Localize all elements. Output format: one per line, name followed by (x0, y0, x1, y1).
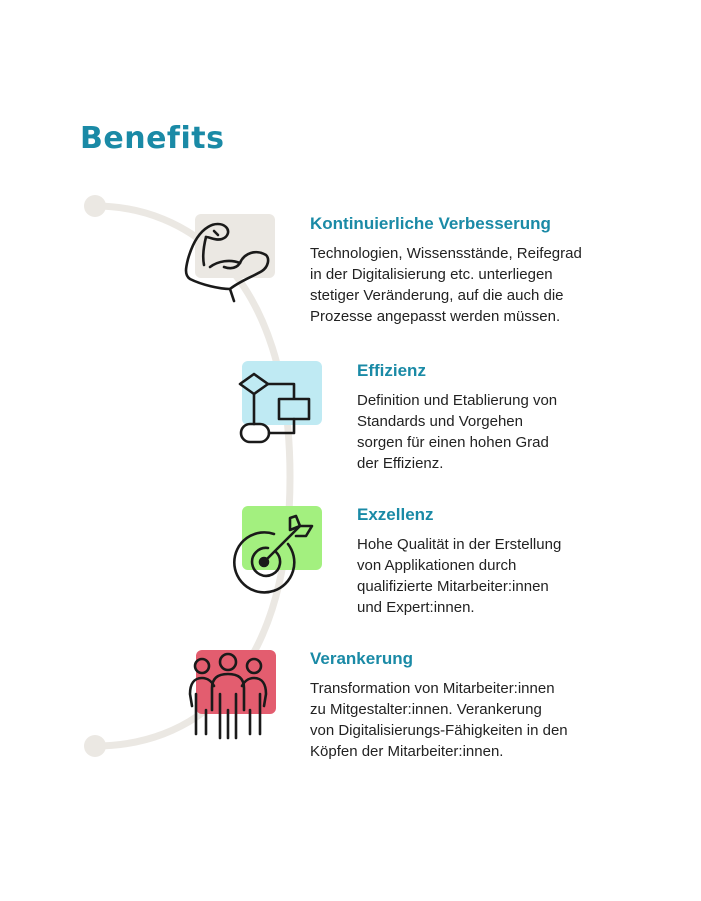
timeline-start-dot (84, 195, 106, 217)
benefit-verbesserung-description: Technologien, Wissensstände, Reifegrad in der Digitalisierung etc. unterliegen stetiger Veränderung, auf die auch die Prozesse angepasst werden müssen. (310, 244, 582, 325)
benefit-verbesserung (310, 215, 610, 327)
benefit-verankerung-title: Verankerung (310, 649, 413, 668)
flowchart-icon (232, 366, 316, 450)
benefit-effizienz-title: Effizienz (357, 361, 426, 380)
timeline-end-dot (84, 735, 106, 757)
benefit-verankerung-description: Transformation von Mitarbeiter:innen zu Mitgestalter:innen. Verankerung von Digitalisierungs-Fähigkeiten in den Köpfen der Mitarbeiter:innen. (310, 679, 568, 760)
flexed-bicep-icon (180, 215, 280, 307)
benefit-exzellenz (357, 506, 657, 618)
team-people-icon (184, 650, 276, 742)
benefit-verbesserung-title: Kontinuierliche Verbesserung (310, 214, 551, 233)
benefit-exzellenz-title: Exzellenz (357, 505, 434, 524)
benefit-effizienz (357, 362, 657, 474)
page-title: Benefits (80, 121, 225, 156)
target-arrow-icon (228, 508, 320, 600)
benefit-effizienz-description: Definition und Etablierung von Standards und Vorgehen sorgen für einen hohen Grad der Effizienz. (357, 391, 558, 472)
benefit-verankerung (310, 650, 610, 762)
benefit-exzellenz-description: Hohe Qualität in der Erstellung von Applikationen durch qualifizierte Mitarbeiter:innen und Expert:innen. (357, 535, 562, 616)
